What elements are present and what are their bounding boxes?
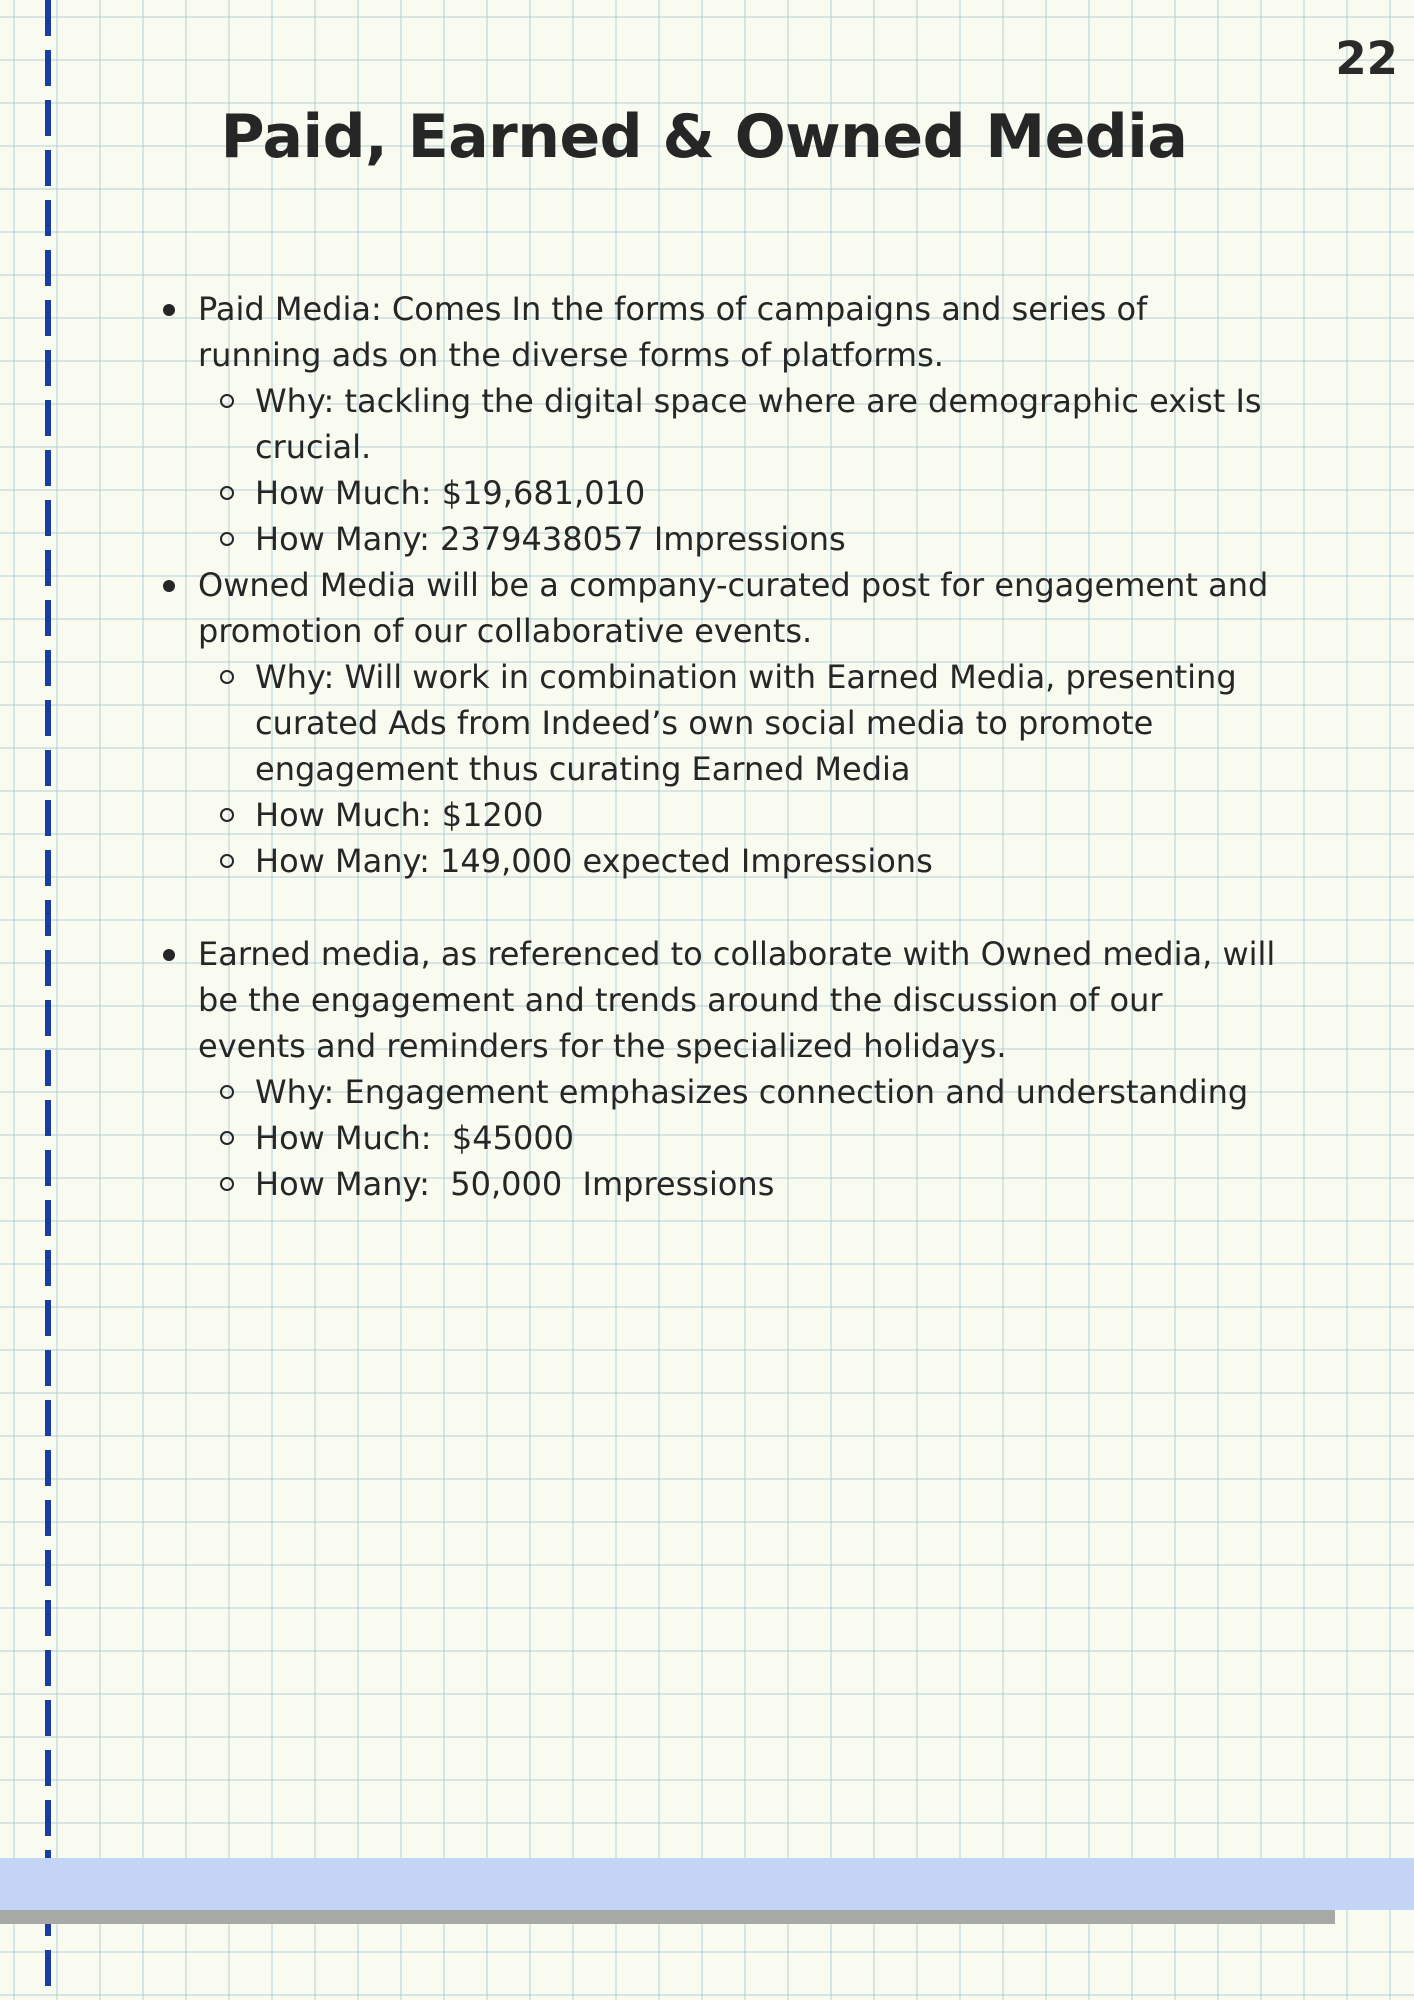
sublist-item	[255, 654, 1278, 792]
page-title	[0, 102, 1414, 172]
sublist-item	[255, 378, 1278, 470]
earned-media-why: Why: Engagement emphasizes connection and understanding	[255, 1073, 1249, 1111]
sublist-item	[255, 1115, 1278, 1161]
earned-media-text: Earned media, as referenced to collaborate with Owned media, will be the engagement and trends around the discussion of our events and reminders for the specialized holidays.	[198, 935, 1286, 1065]
sublist-item	[255, 516, 1278, 562]
owned-media-how-much: How Much: $1200	[255, 796, 544, 834]
sublist-item	[255, 792, 1278, 838]
owned-media-sublist	[198, 654, 1278, 884]
page-number: 22	[1335, 32, 1398, 85]
owned-media-how-many: How Many: 149,000 expected Impressions	[255, 842, 933, 880]
sublist-item	[255, 1069, 1278, 1115]
sublist-item	[255, 838, 1278, 884]
owned-media-text: Owned Media will be a company-curated post for engagement and promotion of our collaborative events.	[198, 566, 1279, 650]
paid-media-why: Why: tackling the digital space where are demographic exist Is crucial.	[255, 382, 1272, 466]
list-item-paid-media	[198, 286, 1278, 562]
sublist-item	[255, 470, 1278, 516]
earned-media-sublist	[198, 1069, 1278, 1207]
footer-band	[0, 1858, 1414, 1910]
paid-media-sublist	[198, 378, 1278, 562]
list-item-earned-media	[198, 931, 1286, 1207]
sublist-item	[255, 1161, 1278, 1207]
content-body	[0, 286, 1414, 1207]
media-list	[0, 286, 1414, 1207]
footer-shadow	[0, 1910, 1335, 1924]
paid-media-how-much: How Much: $19,681,010	[255, 474, 646, 512]
list-item-owned-media	[198, 562, 1278, 884]
paid-media-how-many: How Many: 2379438057 Impressions	[255, 520, 846, 558]
owned-media-why: Why: Will work in combination with Earned Media, presenting curated Ads from Indeed’s own social media to promote engagement thus curating Earned Media	[255, 658, 1247, 788]
earned-media-how-many: How Many: 50,000 Impressions	[255, 1165, 775, 1203]
paid-media-text: Paid Media: Comes In the forms of campaigns and series of running ads on the diverse forms of platforms.	[198, 290, 1158, 374]
page-title-text: Paid, Earned & Owned Media	[220, 102, 1188, 172]
earned-media-how-much: How Much: $45000	[255, 1119, 575, 1157]
